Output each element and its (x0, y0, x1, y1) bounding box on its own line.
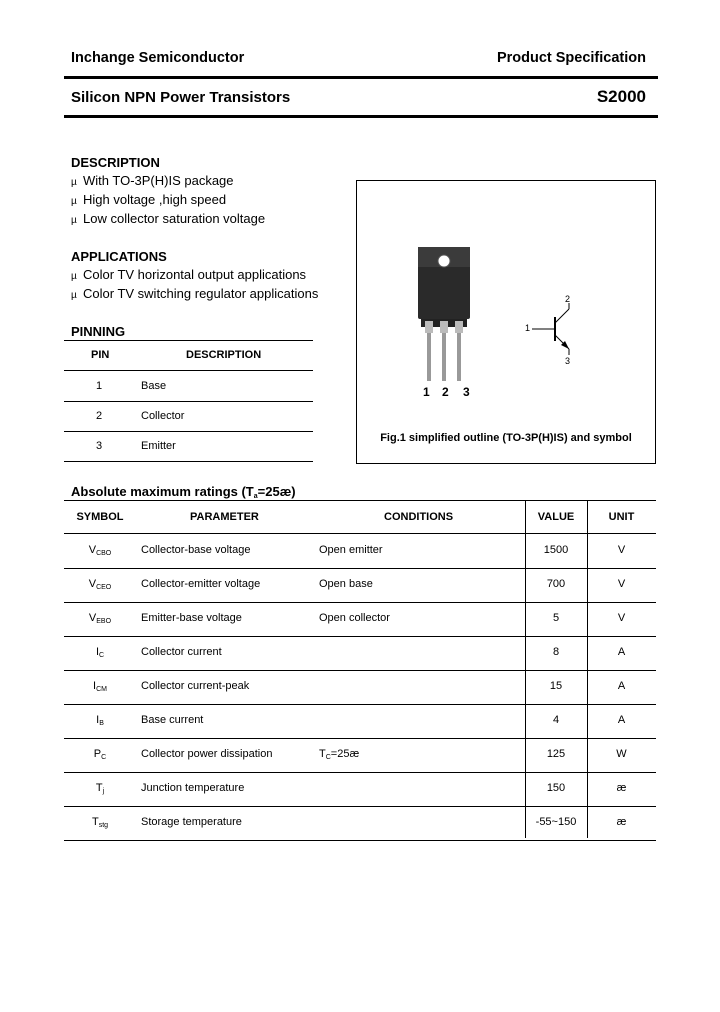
rating-value: 8 (552, 646, 560, 658)
ratings-rule (64, 738, 656, 739)
ratings-rule (64, 568, 656, 569)
pinning-header-pin: PIN (91, 349, 110, 361)
rating-value: 15 (549, 680, 563, 692)
ratings-rule (64, 806, 656, 807)
application-item: µ Color TV switching regulator applications (71, 286, 319, 301)
ratings-rule (64, 840, 656, 841)
bullet-icon: µ (71, 290, 77, 301)
rating-symbol: $T_j$ (95, 782, 105, 795)
pinning-title: PINNING (71, 324, 126, 339)
rating-parameter: Emitter-base voltage (141, 612, 242, 624)
rating-parameter: Collector power dissipation (141, 748, 273, 760)
description-item: µ With TO-3P(H)IS package (71, 173, 234, 188)
figure-caption: Fig.1 simplified outline (TO-3P(H)IS) and symbol (380, 432, 632, 444)
ratings-rule (64, 602, 656, 603)
ratings-header-value: VALUE (537, 511, 575, 523)
rating-unit: æ (616, 782, 627, 794)
rating-condition: Open emitter (319, 544, 383, 556)
rating-symbol: $I_B$ (96, 714, 104, 727)
ratings-title: Absolute maximum ratings $(T_a=25æ)$ (71, 484, 296, 500)
rating-symbol: $P_C$ (93, 748, 107, 761)
pin-number: 2 (96, 410, 103, 422)
rating-parameter: Storage temperature (141, 816, 242, 828)
ratings-header-conditions: CONDITIONS (384, 511, 454, 523)
rating-symbol: $V_{CBO}$ (88, 544, 112, 557)
pin-description: Collector (141, 410, 185, 422)
rating-parameter: Base current (141, 714, 204, 726)
rating-unit: V (617, 612, 626, 624)
ratings-rule (64, 772, 656, 773)
bullet-icon: µ (71, 196, 77, 207)
rating-symbol: $V_{CEO}$ (88, 578, 112, 591)
rating-condition: Open base (319, 578, 373, 590)
package-pin-label: 3 (463, 385, 470, 399)
rating-value: 150 (546, 782, 566, 794)
rating-symbol: $V_{EBO}$ (88, 612, 112, 625)
part-number: S2000 (596, 87, 646, 106)
rating-symbol: $I_C$ (95, 646, 105, 659)
rating-parameter: Junction temperature (141, 782, 245, 794)
rating-value: 4 (552, 714, 560, 726)
applications-title: APPLICATIONS (71, 249, 167, 264)
rating-unit: A (617, 680, 626, 692)
package-pin-label: 2 (442, 385, 449, 399)
doc-type: Product Specification (496, 50, 646, 66)
rating-symbol: $I_{CM}$ (93, 680, 107, 693)
description-item: µ High voltage ,high speed (71, 192, 227, 207)
rating-unit: V (617, 578, 626, 590)
rating-value: 1500 (543, 544, 569, 556)
pin-description: Emitter (141, 440, 176, 452)
symbol-collector-label: 2 (565, 294, 571, 304)
pin-number: 3 (96, 440, 103, 452)
pin-description: Base (141, 380, 167, 392)
rating-unit: A (617, 714, 626, 726)
symbol-base-label: 1 (525, 323, 531, 333)
rating-unit: V (617, 544, 626, 556)
ratings-rule (64, 670, 656, 671)
rating-parameter: Collector current (141, 646, 222, 658)
rating-value: 5 (552, 612, 560, 624)
rating-unit: A (617, 646, 626, 658)
rating-unit: W (616, 748, 627, 760)
pinning-rule (64, 401, 313, 402)
rating-condition: $T_C=25æ$ (319, 748, 360, 761)
ratings-header-symbol: SYMBOL (76, 511, 124, 523)
bullet-icon: µ (71, 215, 77, 226)
rating-parameter: Collector current-peak (141, 680, 250, 692)
ratings-rule (64, 636, 656, 637)
description-title: DESCRIPTION (71, 155, 160, 170)
ratings-rule-top (64, 500, 656, 501)
header-rule-2 (64, 115, 658, 118)
symbol-emitter-label: 3 (565, 356, 571, 366)
rating-unit: æ (616, 816, 627, 828)
bullet-icon: µ (71, 271, 77, 282)
pinning-rule (64, 370, 313, 371)
ratings-header-parameter: PARAMETER (190, 511, 259, 523)
rating-value: -55~150 (535, 816, 577, 828)
company-name: Inchange Semiconductor (71, 50, 245, 66)
figure-box (356, 180, 656, 464)
rating-value: 125 (546, 748, 566, 760)
product-line: Silicon NPN Power Transistors (71, 89, 291, 106)
header-rule-1 (64, 76, 658, 79)
rating-symbol: $T_{stg}$ (91, 816, 109, 829)
application-item: µ Color TV horizontal output applications (71, 267, 307, 282)
pinning-header-desc: DESCRIPTION (186, 349, 262, 361)
package-pin-label: 1 (423, 385, 430, 399)
pinning-rule-bottom (64, 461, 313, 462)
rating-condition: Open collector (319, 612, 390, 624)
ratings-rule (64, 704, 656, 705)
transistor-package-icon (357, 181, 655, 463)
pin-number: 1 (96, 380, 103, 392)
bullet-icon: µ (71, 177, 77, 188)
rating-parameter: Collector-emitter voltage (141, 578, 261, 590)
npn-symbol-icon (532, 303, 569, 355)
pinning-rule (64, 431, 313, 432)
rating-value: 700 (546, 578, 566, 590)
rating-parameter: Collector-base voltage (141, 544, 251, 556)
ratings-rule (64, 533, 656, 534)
description-item: µ Low collector saturation voltage (71, 211, 266, 226)
ratings-header-unit: UNIT (608, 511, 635, 523)
pinning-rule-top (64, 340, 313, 341)
